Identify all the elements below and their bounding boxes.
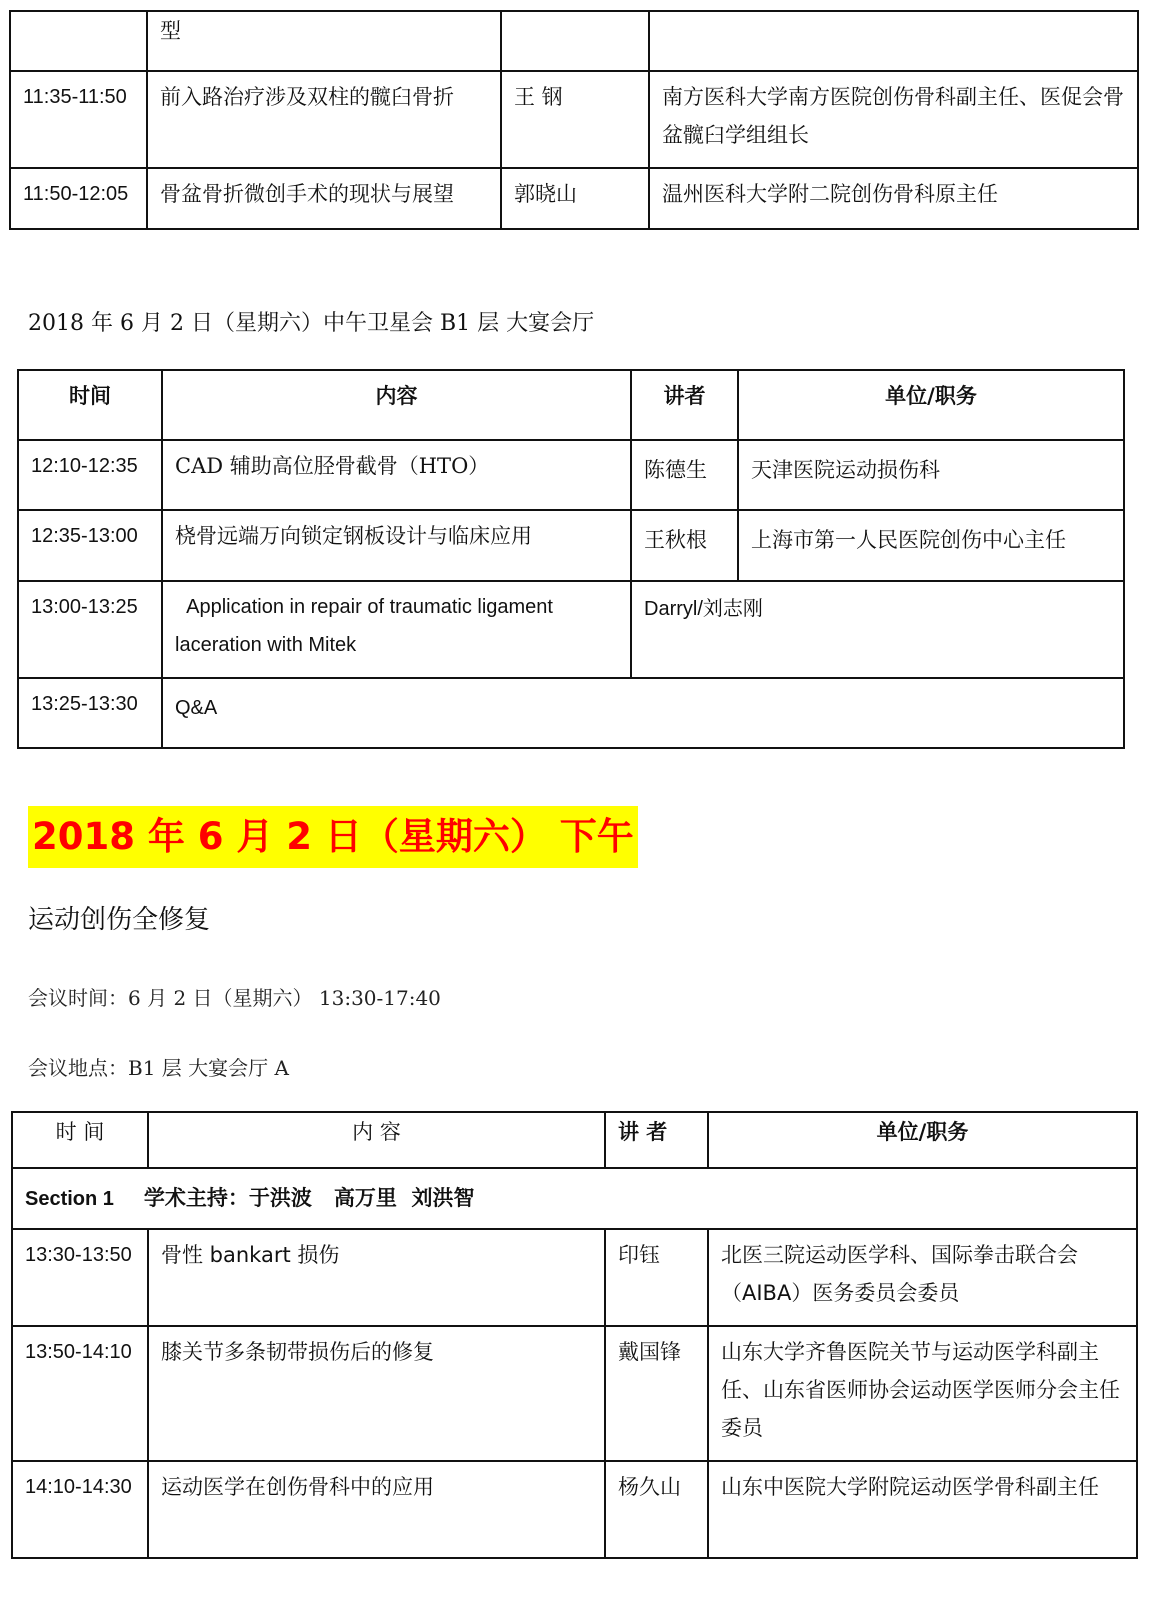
time-cell: 11:35-11:50 [23, 86, 127, 108]
section-label: Section 1 [25, 1188, 114, 1210]
header-content: 内 容 [352, 1120, 401, 1144]
time-cell: 12:10-12:35 [31, 455, 138, 477]
table-header-row [12, 1112, 1137, 1168]
table-row [18, 510, 1124, 581]
satellite-session-heading: 2018 年 6 月 2 日（星期六）中午卫星会 B1 层 大宴会厅 [28, 311, 595, 336]
unit-cell: 天津医院运动损伤科 [751, 458, 940, 482]
satellite-schedule-table [17, 369, 1125, 749]
speaker-cell [502, 12, 648, 18]
content-cell: Q&A [175, 697, 218, 719]
header-speaker: 讲者 [663, 384, 706, 408]
unit-cell [650, 12, 1137, 18]
time-cell: 13:00-13:25 [31, 596, 138, 618]
speaker-cell: 郭晓山 [514, 182, 577, 206]
table-row [10, 71, 1138, 168]
header-unit: 单位/职务 [885, 384, 977, 408]
section-row [12, 1168, 1137, 1229]
header-time: 时 间 [55, 1120, 105, 1144]
time-cell: 13:50-14:10 [25, 1341, 132, 1363]
unit-cell: 北医三院运动医学科、国际拳击联合会（AIBA）医务委员会委员 [721, 1243, 1078, 1305]
table-row [12, 1326, 1137, 1461]
unit-cell: 上海市第一人民医院创伤中心主任 [751, 528, 1066, 552]
header-content: 内容 [375, 384, 418, 408]
speaker-cell: 杨久山 [618, 1475, 681, 1499]
table-header-row [18, 370, 1124, 440]
schedule-table-continued [9, 10, 1139, 230]
speaker-cell: 印钰 [618, 1243, 660, 1267]
content-cell: 前入路治疗涉及双柱的髋臼骨折 [160, 85, 454, 109]
afternoon-schedule-table [11, 1111, 1138, 1559]
unit-cell: 山东大学齐鲁医院关节与运动医学科副主任、山东省医师协会运动医学医师分会主任委员 [721, 1340, 1120, 1440]
time-cell [11, 12, 146, 18]
table-row [18, 678, 1124, 748]
afternoon-banner: 2018 年 6 月 2 日（星期六） 下午 [28, 806, 638, 868]
table-row [10, 11, 1138, 71]
speaker-cell: 戴国锋 [618, 1340, 681, 1364]
speaker-cell: 王 钢 [514, 85, 563, 109]
table-row [12, 1461, 1137, 1558]
time-cell: 11:50-12:05 [23, 183, 129, 205]
time-cell: 12:35-13:00 [31, 525, 138, 547]
content-cell: 型 [160, 19, 181, 43]
content-cell: 运动医学在创伤骨科中的应用 [161, 1475, 434, 1499]
header-unit: 单位/职务 [876, 1120, 969, 1144]
header-speaker: 讲 者 [618, 1120, 668, 1144]
time-cell: 13:30-13:50 [25, 1244, 132, 1266]
table-row [18, 581, 1124, 678]
table-row [18, 440, 1124, 510]
content-cell: 骨盆骨折微创手术的现状与展望 [160, 182, 454, 206]
content-cell: 膝关节多条韧带损伤后的修复 [161, 1340, 434, 1364]
meeting-time: 会议时间：6 月 2 日（星期六） 13:30-17:40 [28, 986, 441, 1010]
time-cell: 14:10-14:30 [25, 1476, 132, 1498]
unit-cell: 南方医科大学南方医院创伤骨科副主任、医促会骨盆髋臼学组组长 [662, 85, 1124, 147]
section-chairs: 学术主持：于洪波 高万里 刘洪智 [143, 1186, 475, 1210]
unit-cell: 温州医科大学附二院创伤骨科原主任 [662, 182, 998, 206]
unit-cell: 山东中医院大学附院运动医学骨科副主任 [721, 1475, 1099, 1499]
session-title: 运动创伤全修复 [28, 905, 211, 935]
meeting-place: 会议地点：B1 层 大宴会厅 A [28, 1056, 289, 1080]
speaker-unit-cell: Darryl/刘志刚 [644, 598, 763, 620]
content-cell: 骨性 bankart 损伤 [161, 1243, 340, 1267]
content-cell: Application in repair of traumatic ligament laceration with Mitek [175, 596, 559, 656]
time-cell: 13:25-13:30 [31, 693, 138, 715]
speaker-cell: 陈德生 [644, 458, 707, 482]
table-row [10, 168, 1138, 229]
header-time: 时间 [69, 384, 111, 408]
content-cell: CAD 辅助高位胫骨截骨（HTO） [175, 454, 490, 478]
content-cell: 桡骨远端万向锁定钢板设计与临床应用 [175, 524, 532, 548]
table-row [12, 1229, 1137, 1326]
speaker-cell: 王秋根 [644, 528, 707, 552]
section-header [13, 1169, 1136, 1218]
